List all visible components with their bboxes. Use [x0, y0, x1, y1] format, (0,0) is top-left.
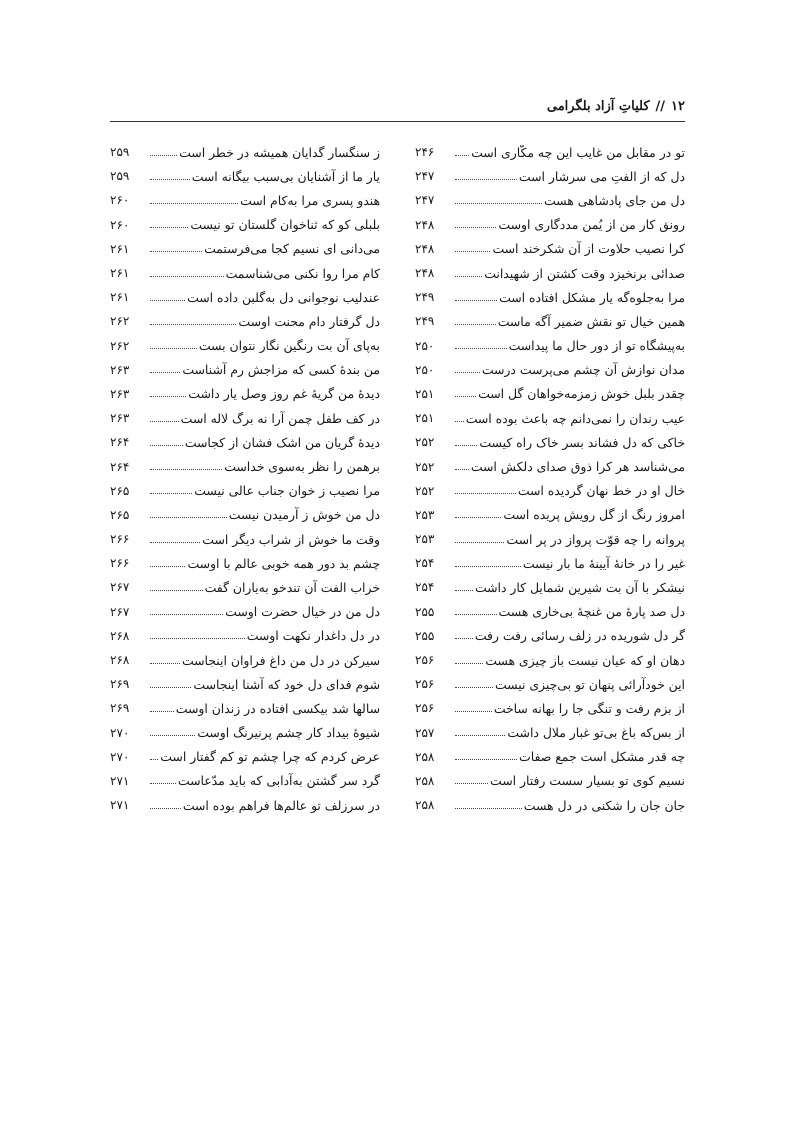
- toc-entry-page: ۲۵۶: [415, 701, 435, 716]
- dot-leader: [455, 203, 542, 204]
- dot-leader: [150, 300, 185, 301]
- toc-entry-title: خاکی که دل فشاند بسر خاک راه کیست: [479, 434, 685, 450]
- dot-leader: [150, 203, 238, 204]
- toc-entry-page: ۲۵۵: [415, 628, 435, 643]
- toc-entry: [415, 527, 685, 551]
- dot-leader: [150, 783, 176, 784]
- book-title: کلیاتِ آزاد بلگرامی: [546, 98, 650, 114]
- toc-entry-title: دل صد پارهٔ من غنچهٔ بی‌خاری هست: [498, 604, 685, 620]
- dot-leader: [455, 663, 483, 664]
- dot-leader: [455, 735, 505, 736]
- toc-entry-title: خال او در خط نهان گردیده است: [517, 483, 685, 499]
- toc-entry-title: دل من خوش ز آرمیدن نیست: [228, 507, 380, 523]
- toc-entry: [415, 454, 685, 478]
- toc-entry-page: ۲۵۲: [415, 435, 435, 450]
- dot-leader: [455, 445, 477, 446]
- dot-leader: [455, 542, 504, 543]
- dot-leader: [150, 711, 174, 712]
- toc-entry: [110, 430, 380, 454]
- toc-entry-title: پروانه را چه قوّت پرواز در پر است: [506, 531, 685, 547]
- dot-leader: [150, 155, 177, 156]
- dot-leader: [455, 396, 476, 397]
- toc-entry-page: ۲۵۷: [415, 725, 435, 740]
- toc-entry-page: ۲۶۹: [110, 701, 130, 716]
- toc-entry: [110, 406, 380, 430]
- dot-leader: [455, 566, 521, 567]
- toc-entry: [415, 648, 685, 672]
- toc-entry-title: دل من در خیال حضرت اوست: [225, 604, 380, 620]
- toc-entry-page: ۲۶۵: [110, 483, 130, 498]
- dot-leader: [150, 566, 185, 567]
- toc-entry-title: غیر را در خانهٔ آیینهٔ ما بار نیست: [522, 555, 685, 571]
- dot-leader: [150, 590, 203, 591]
- toc-right-column: [415, 140, 685, 817]
- toc-entry: [110, 793, 380, 817]
- toc-entry: [110, 334, 380, 358]
- toc-entry-title: برهمن را نظر به‌سوی خداست: [224, 459, 380, 475]
- toc-entry-page: ۲۵۶: [415, 653, 435, 668]
- toc-entry-title: دل گرفتار دام محنت اوست: [238, 313, 380, 329]
- header-rule: [110, 121, 685, 122]
- toc-entry: [415, 503, 685, 527]
- toc-entry: [110, 745, 380, 769]
- toc-entry-page: ۲۶۳: [110, 362, 130, 377]
- dot-leader: [150, 179, 190, 180]
- toc-entry: [415, 285, 685, 309]
- toc-entry: [110, 648, 380, 672]
- toc-entry-title: صدائی برنخیزد وقت کشتن از شهیدانت: [484, 265, 685, 281]
- dot-leader: [150, 348, 197, 349]
- toc-entry-title: عیب رندان را نمی‌دانم چه باعث بوده است: [465, 410, 685, 426]
- toc-entry-page: ۲۷۰: [110, 725, 130, 740]
- toc-entry-title: این خودآرائی پنهان تو بی‌چیزی نیست: [495, 676, 685, 692]
- dot-leader: [455, 155, 469, 156]
- toc-entry: [110, 575, 380, 599]
- toc-entry-title: دل که از الفتِ می سرشار است: [518, 168, 685, 184]
- dot-leader: [150, 687, 191, 688]
- toc-entry: [110, 479, 380, 503]
- dot-leader: [455, 469, 469, 470]
- toc-entry: [415, 358, 685, 382]
- dot-leader: [455, 179, 517, 180]
- toc-entry-page: ۲۵۳: [415, 532, 435, 547]
- toc-entry-page: ۲۶۱: [110, 241, 130, 256]
- toc-entry-page: ۲۵۴: [415, 556, 435, 571]
- toc-entry-title: مدان نوازش آن چشم می‌پرست درست: [481, 362, 685, 378]
- toc-entry: [415, 406, 685, 430]
- toc-entry-page: ۲۶۹: [110, 677, 130, 692]
- dot-leader: [150, 276, 224, 277]
- toc-entry-page: ۲۵۰: [415, 338, 435, 353]
- toc-entry-title: هندو پسری مرا به‌کام است: [240, 192, 380, 208]
- toc-entry-page: ۲۴۸: [415, 266, 435, 281]
- toc-entry-title: مرا به‌جلوه‌گه یار مشکل افتاده است: [499, 289, 685, 305]
- toc-entry: [415, 430, 685, 454]
- dot-leader: [150, 614, 223, 615]
- toc-entry-page: ۲۶۷: [110, 580, 130, 595]
- toc-entry-page: ۲۴۸: [415, 241, 435, 256]
- toc-entry: [415, 745, 685, 769]
- toc-entry-page: ۲۶۳: [110, 386, 130, 401]
- toc-entry-page: ۲۵۹: [110, 145, 130, 160]
- dot-leader: [455, 372, 480, 373]
- toc-entry: [110, 624, 380, 648]
- toc-entry: [110, 140, 380, 164]
- toc-entry-page: ۲۵۸: [415, 798, 435, 813]
- toc-entry-title: شوم فدای دل خود که آشنا اینجاست: [193, 676, 380, 692]
- dot-leader: [150, 493, 192, 494]
- toc-entry-page: ۲۵۹: [110, 169, 130, 184]
- toc-entry-title: عرض کردم که چرا چشم تو کم گفتار است: [160, 749, 380, 765]
- dot-leader: [455, 614, 497, 615]
- header-separator: //: [655, 98, 666, 114]
- dot-leader: [150, 324, 236, 325]
- toc-entry-title: رونق کار من از یُمن مددگاری اوست: [498, 217, 685, 233]
- toc-entry-title: چقدر بلبل خوش زمزمه‌خواهان گل است: [478, 386, 685, 402]
- dot-leader: [455, 687, 493, 688]
- toc-entry-title: ز سنگسار گدایان همیشه در خطر است: [179, 144, 380, 160]
- page-number: ۱۲: [671, 98, 685, 114]
- toc-entry: [415, 188, 685, 212]
- dot-leader: [150, 638, 245, 639]
- toc-entry-title: بلبلی کو که ثناخوان گلستان تو نیست: [190, 217, 380, 233]
- toc-entry-page: ۲۵۲: [415, 483, 435, 498]
- toc-entry: [415, 793, 685, 817]
- dot-leader: [455, 300, 497, 301]
- toc-entry: [415, 309, 685, 333]
- toc-entry: [110, 285, 380, 309]
- toc-entry-page: ۲۷۰: [110, 749, 130, 764]
- toc-entry: [415, 261, 685, 285]
- dot-leader: [150, 759, 158, 760]
- toc-entry-page: ۲۴۷: [415, 193, 435, 208]
- toc-entry: [110, 309, 380, 333]
- toc-entry-title: دیدهٔ گریان من اشک فشان از کجاست: [184, 434, 380, 450]
- toc-entry: [110, 503, 380, 527]
- toc-entry-page: ۲۶۸: [110, 628, 130, 643]
- toc-entry-title: نیشکر با آن بت شیرین شمایل کار داشت: [474, 579, 685, 595]
- toc-entry: [110, 454, 380, 478]
- toc-entry-page: ۲۵۱: [415, 386, 435, 401]
- dot-leader: [455, 783, 488, 784]
- toc-entry-page: ۲۴۹: [415, 290, 435, 305]
- toc-entry-title: دهان او که عیان نیست باز چیزی هست: [485, 652, 685, 668]
- toc-entry-title: مرا نصیب ز خوان جناب عالی نیست: [194, 483, 380, 499]
- toc-entry: [415, 575, 685, 599]
- dot-leader: [455, 276, 482, 277]
- toc-entry-title: در کف طفل چمن آرا نه برگ لاله است: [180, 410, 380, 426]
- dot-leader: [455, 324, 496, 325]
- toc-entry-page: ۲۶۳: [110, 411, 130, 426]
- toc-entry: [415, 213, 685, 237]
- toc-entry: [110, 551, 380, 575]
- toc-entry-page: ۲۴۸: [415, 217, 435, 232]
- toc-entry-page: ۲۷۱: [110, 798, 130, 813]
- dot-leader: [455, 808, 522, 809]
- toc-entry-title: چه قدر مشکل است جمع صفات: [519, 749, 685, 765]
- toc-entry: [415, 721, 685, 745]
- toc-entry: [110, 358, 380, 382]
- toc-entry-page: ۲۶۲: [110, 338, 130, 353]
- toc-entry-page: ۲۶۱: [110, 266, 130, 281]
- toc-entry-title: شیوهٔ بیداد کار چشم پرنیرنگ اوست: [197, 725, 380, 741]
- toc-entry: [415, 382, 685, 406]
- dot-leader: [150, 808, 181, 809]
- toc-entry-page: ۲۶۴: [110, 435, 130, 450]
- toc-entry: [110, 188, 380, 212]
- toc-entry-title: در سرزلف تو عالم‌ها فراهم بوده است: [182, 797, 380, 813]
- dot-leader: [150, 445, 183, 446]
- toc-entry-page: ۲۵۳: [415, 507, 435, 522]
- toc-entry: [110, 527, 380, 551]
- dot-leader: [455, 711, 492, 712]
- dot-leader: [150, 735, 195, 736]
- toc-entry: [415, 551, 685, 575]
- dot-leader: [455, 493, 516, 494]
- dot-leader: [150, 372, 180, 373]
- toc-entry-page: ۲۷۱: [110, 773, 130, 788]
- toc-entry-title: سیرکن در دل من داغ فراوان اینجاست: [181, 652, 380, 668]
- toc-entry-page: ۲۶۰: [110, 193, 130, 208]
- dot-leader: [455, 227, 496, 228]
- toc-entry-page: ۲۵۸: [415, 749, 435, 764]
- toc-entry-title: کرا نصیب حلاوت از آن شکرخند است: [492, 241, 685, 257]
- dot-leader: [455, 759, 517, 760]
- toc-entry-title: سالها شد بیکسی افتاده در زندان اوست: [175, 700, 380, 716]
- dot-leader: [150, 517, 227, 518]
- toc-entry: [415, 479, 685, 503]
- toc-entry: [415, 237, 685, 261]
- dot-leader: [455, 517, 501, 518]
- toc-entry-title: چشم بد دور همه خوبی عالم با اوست: [187, 555, 380, 571]
- toc-entry: [110, 382, 380, 406]
- toc-entry-title: در دل داغدار نکهت اوست: [246, 628, 380, 644]
- toc-entry-page: ۲۵۱: [415, 411, 435, 426]
- dot-leader: [150, 542, 200, 543]
- toc-entry-title: از بس‌که باغ بی‌تو غبار ملال داشت: [507, 725, 685, 741]
- toc-entry-page: ۲۵۵: [415, 604, 435, 619]
- toc-entry: [110, 164, 380, 188]
- toc-entry-title: یار ما از آشنایان بی‌سبب بیگانه است: [191, 168, 380, 184]
- dot-leader: [150, 663, 180, 664]
- toc-entry: [415, 334, 685, 358]
- toc-entry-page: ۲۶۱: [110, 290, 130, 305]
- toc-entry-title: می‌شناسد هر کرا ذوق صدای دلکش است: [470, 459, 685, 475]
- toc-entry: [110, 721, 380, 745]
- toc-entry-title: امروز رنگ از گل رویش پریده است: [503, 507, 685, 523]
- toc-entry: [110, 600, 380, 624]
- toc-entry: [415, 600, 685, 624]
- toc-entry-title: به‌پیشگاه تو از دور حال ما پیداست: [508, 338, 685, 354]
- dot-leader: [455, 251, 490, 252]
- toc-entry-title: عندلیب نوجوانی دل به‌گلبن داده است: [187, 289, 380, 305]
- dot-leader: [455, 638, 473, 639]
- toc-entry-page: ۲۶۸: [110, 653, 130, 668]
- dot-leader: [150, 227, 188, 228]
- toc-entry-title: وقت ما خوش از شرابِ دیگر است: [202, 531, 380, 547]
- toc-entry: [415, 769, 685, 793]
- toc-entry-page: ۲۶۰: [110, 217, 130, 232]
- toc-entry-title: می‌دانی ای نسیم کجا می‌فرستمت: [204, 241, 380, 257]
- toc-entry-page: ۲۵۶: [415, 677, 435, 692]
- toc-entry-page: ۲۶۷: [110, 604, 130, 619]
- dot-leader: [455, 421, 464, 422]
- toc-entry: [110, 213, 380, 237]
- dot-leader: [150, 396, 186, 397]
- toc-entry: [110, 261, 380, 285]
- toc-entry-page: ۲۵۴: [415, 580, 435, 595]
- toc-entry-title: دل من جای پادشاهی هست: [544, 192, 685, 208]
- running-header: [110, 96, 685, 116]
- toc-entry: [110, 672, 380, 696]
- dot-leader: [150, 251, 202, 252]
- toc-entry-page: ۲۶۶: [110, 556, 130, 571]
- toc-entry: [110, 696, 380, 720]
- toc-left-column: [110, 140, 380, 817]
- dot-leader: [150, 421, 179, 422]
- toc-entry-page: ۲۶۶: [110, 532, 130, 547]
- toc-entry-page: ۲۵۰: [415, 362, 435, 377]
- toc-entry-page: ۲۶۴: [110, 459, 130, 474]
- toc-entry-title: جان جان را شکنی در دل هست: [523, 797, 685, 813]
- dot-leader: [150, 469, 222, 470]
- dot-leader: [455, 348, 507, 349]
- toc-entry-page: ۲۴۷: [415, 169, 435, 184]
- toc-entry: [415, 696, 685, 720]
- toc-entry-page: ۲۵۲: [415, 459, 435, 474]
- toc-entry-title: کام مرا روا نکنی می‌شناسمت: [225, 265, 380, 281]
- toc-entry-title: گرد سر گشتن به‌آدابی که باید مدّعاست: [177, 773, 380, 789]
- toc-entry-title: من بندهٔ کسی که مزاجش رم آشناست: [182, 362, 380, 378]
- toc-entry-title: دیدهٔ من گریهٔ غم روز وصل یار داشت: [188, 386, 380, 402]
- toc-entry-page: ۲۶۵: [110, 507, 130, 522]
- toc-columns: [110, 140, 685, 817]
- toc-entry-page: ۲۴۶: [415, 145, 435, 160]
- toc-entry-page: ۲۵۸: [415, 773, 435, 788]
- toc-entry-title: تو در مقابل من غایب این چه مکّاری است: [471, 144, 685, 160]
- toc-entry: [110, 769, 380, 793]
- toc-entry: [110, 237, 380, 261]
- toc-entry-title: همین خیال تو نقش ضمیر آگه ماست: [497, 313, 685, 329]
- toc-entry-page: ۲۶۲: [110, 314, 130, 329]
- toc-entry-page: ۲۴۹: [415, 314, 435, 329]
- toc-entry-title: به‌پای آن بت رنگین نگار نتوان بست: [198, 338, 380, 354]
- toc-entry-title: خراب الفت آن تندخو به‌یاران گفت: [204, 579, 380, 595]
- toc-entry: [415, 164, 685, 188]
- toc-entry-title: از بزم رفت و تنگی جا را بهانه ساخت: [493, 700, 685, 716]
- toc-entry: [415, 672, 685, 696]
- toc-entry: [415, 140, 685, 164]
- toc-entry-title: نسیم کوی تو بسیار سست رفتار است: [490, 773, 685, 789]
- dot-leader: [455, 590, 473, 591]
- toc-entry-title: گر دل شوریده در زلف رسائی رفت رفت: [474, 628, 685, 644]
- toc-entry: [415, 624, 685, 648]
